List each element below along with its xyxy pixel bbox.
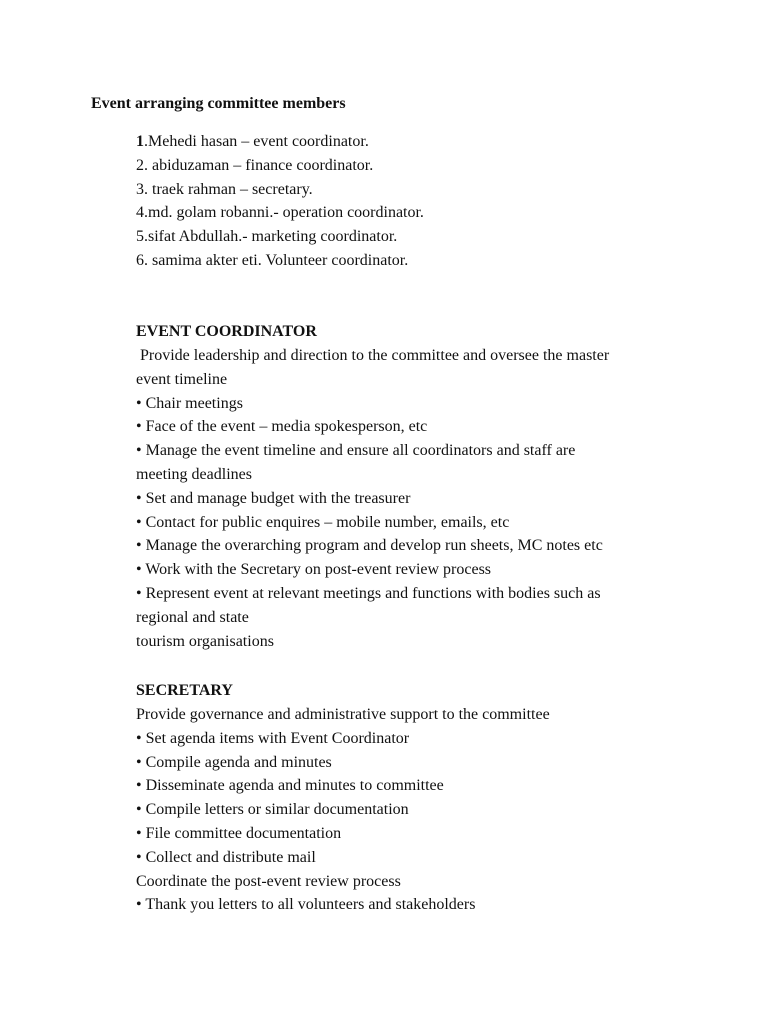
member-text: .Mehedi hasan – event coordinator. [144,133,369,150]
paragraph-line: Coordinate the post-event review process [136,872,401,890]
bullet-item: • Represent event at relevant meetings and functions with bodies such as [136,584,601,602]
paragraph-line: event timeline [136,370,228,388]
member-item-2: 2. abiduzaman – finance coordinator. [136,156,374,174]
bullet-item: • Compile letters or similar documentation [136,801,409,819]
secretary-heading: SECRETARY [136,682,233,699]
member-item-5: 5.sifat Abdullah.- marketing coordinator. [136,228,398,246]
bullet-item: • Manage the event timeline and ensure all coordinators and staff are [136,442,576,460]
event-coordinator-heading: EVENT COORDINATOR [136,323,317,340]
member-item-4: 4.md. golam robanni.- operation coordinator. [136,204,424,222]
member-number-bold: 1 [136,133,144,150]
bullet-item: • Thank you letters to all volunteers and stakeholders [136,896,476,914]
bullet-item-continuation: meeting deadlines [136,465,252,483]
member-item-6: 6. samima akter eti. Volunteer coordinator. [136,251,409,269]
member-item-1 [136,130,696,154]
bullet-item: • Compile agenda and minutes [136,753,332,771]
bullet-item: • Face of the event – media spokesperson, etc [136,418,428,436]
bullet-item: • Manage the overarching program and develop run sheets, MC notes etc [136,537,603,555]
bullet-item-continuation: regional and state [136,608,249,626]
bullet-item: • Collect and distribute mail [136,848,316,866]
bullet-item: • Set agenda items with Event Coordinator [136,729,410,747]
secretary-section [136,679,696,917]
event-coordinator-section [136,320,696,653]
paragraph-line: Provide governance and administrative support to the committee [136,706,550,723]
document-title: Event arranging committee members [91,95,346,112]
member-item-3: 3. traek rahman – secretary. [136,180,313,198]
bullet-item: • Contact for public enquires – mobile number, emails, etc [136,513,510,531]
committee-members-list [136,130,696,273]
bullet-item: • Work with the Secretary on post-event review process [136,561,492,579]
bullet-item: • Set and manage budget with the treasurer [136,489,411,507]
bullet-item: • File committee documentation [136,824,342,842]
bullet-item: • Disseminate agenda and minutes to committee [136,777,444,795]
bullet-item: • Chair meetings [136,394,243,412]
bullet-item-continuation: tourism organisations [136,632,274,650]
paragraph-line: Provide leadership and direction to the committee and oversee the master [136,347,610,364]
